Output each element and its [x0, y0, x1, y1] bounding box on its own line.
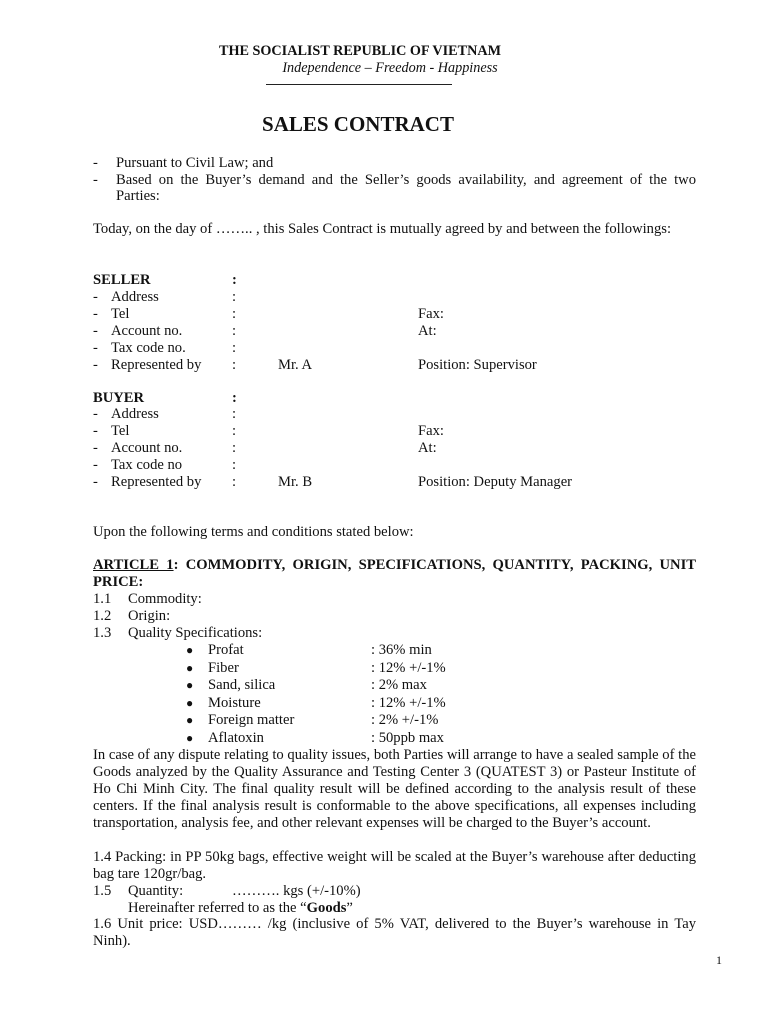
- buyer-row-extra: Fax:: [418, 423, 444, 439]
- preamble-dash-2: -: [93, 172, 98, 188]
- seller-row-dash: -: [93, 340, 98, 356]
- bullet-icon: ●: [186, 678, 194, 692]
- buyer-heading-colon: :: [232, 390, 237, 406]
- spec-value: : 12% +/-1%: [371, 659, 446, 676]
- item-1-2-number: 1.2: [93, 608, 112, 624]
- bullet-icon: ●: [186, 643, 194, 657]
- country-header: THE SOCIALIST REPUBLIC OF VIETNAM: [219, 43, 501, 59]
- buyer-row-colon: :: [232, 440, 237, 456]
- buyer-row-label: Tel: [111, 423, 130, 439]
- dispute-paragraph: In case of any dispute relating to quality issues, both Parties will arrange to have a sealed sample of the Goods analyzed by the Quality Assurance and Testing Center 3 (QUATEST 3) or Pasteur Institute of Ho Chi Minh City. The final quality result will be defined according to the analysis result of these centers. If the final analysis result is conformable to the above specifications, all expenses including transportation, analysis fee, and other relevant expenses will be charged to the Buyer’s account.: [93, 747, 696, 831]
- spec-name: Foreign matter: [208, 712, 295, 728]
- buyer-row-colon: :: [232, 457, 237, 473]
- buyer-row-colon: :: [232, 474, 237, 490]
- item-1-1-number: 1.1: [93, 591, 112, 607]
- seller-row-dash: -: [93, 323, 98, 339]
- buyer-row-dash: -: [93, 474, 98, 490]
- item-1-3-number: 1.3: [93, 625, 112, 641]
- hereinafter-line: [128, 900, 353, 917]
- buyer-row-label: Represented by: [111, 474, 202, 490]
- item-1-5-value: ………. kgs (+/-10%): [232, 883, 361, 899]
- seller-row-value: Mr. A: [278, 357, 313, 373]
- spec-name: Profat: [208, 642, 244, 658]
- item-1-2-text: Origin:: [128, 608, 171, 624]
- bullet-icon: ●: [186, 713, 194, 727]
- article-1-title: : COMMODITY, ORIGIN, SPECIFICATIONS, QUANTITY, PACKING, UNIT PRICE:: [93, 557, 696, 590]
- buyer-heading: BUYER: [93, 390, 145, 406]
- spec-name: Moisture: [208, 694, 261, 711]
- spec-name: Sand, silica: [208, 677, 276, 693]
- seller-row-colon: :: [232, 306, 237, 322]
- seller-row-label: Tax code no.: [111, 340, 186, 356]
- buyer-row-label: Account no.: [111, 440, 183, 456]
- buyer-row-label: Address: [111, 406, 159, 422]
- page-number: 1: [716, 953, 722, 967]
- spec-name: Aflatoxin: [208, 729, 264, 746]
- seller-row-colon: :: [232, 289, 237, 305]
- buyer-row-extra: At:: [418, 440, 437, 456]
- preamble-item-1: Pursuant to Civil Law; and: [116, 155, 274, 171]
- article-1-label: ARTICLE 1: [93, 557, 174, 573]
- seller-row-colon: :: [232, 340, 237, 356]
- header-divider: [266, 84, 452, 85]
- item-1-5-number: 1.5: [93, 883, 112, 899]
- buyer-row-dash: -: [93, 440, 98, 456]
- seller-row-dash: -: [93, 306, 98, 322]
- spec-value: : 2% +/-1%: [371, 712, 439, 728]
- spec-value: : 36% min: [371, 642, 432, 658]
- item-1-1-text: Commodity:: [128, 591, 202, 607]
- buyer-row-dash: -: [93, 457, 98, 473]
- article-1-heading: [93, 557, 696, 591]
- buyer-row-value: Mr. B: [278, 474, 313, 490]
- seller-heading: SELLER: [93, 272, 151, 288]
- buyer-row-extra: Position: Deputy Manager: [418, 474, 573, 490]
- hereinafter-post: ”: [346, 900, 353, 916]
- seller-row-label: Represented by: [111, 357, 202, 373]
- spec-value: : 50ppb max: [371, 729, 444, 746]
- spec-value: : 12% +/-1%: [371, 694, 446, 711]
- item-1-6-unit-price: 1.6 Unit price: USD……… /kg (inclusive of 5% VAT, delivered to the Buyer’s warehouse in Tay Ninh).: [93, 916, 696, 949]
- seller-row-dash: -: [93, 357, 98, 373]
- bullet-icon: ●: [186, 730, 194, 745]
- item-1-4-packing: 1.4 Packing: in PP 50kg bags, effective weight will be scaled at the Buyer’s warehouse after deducting bag tare 120gr/bag.: [93, 849, 696, 882]
- buyer-row-colon: :: [232, 406, 237, 422]
- hereinafter-pre: Hereinafter referred to as the “: [128, 900, 307, 916]
- buyer-row-colon: :: [232, 423, 237, 439]
- seller-row-extra: Fax:: [418, 306, 444, 322]
- motto-header: Independence – Freedom - Happiness: [282, 60, 498, 76]
- preamble-item-2-line1: Based on the Buyer’s demand and the Seller’s goods availability, and agreement of the two: [116, 172, 696, 188]
- document-title: SALES CONTRACT: [262, 112, 454, 136]
- spec-value: : 2% max: [371, 677, 427, 693]
- seller-row-dash: -: [93, 289, 98, 305]
- seller-row-colon: :: [232, 323, 237, 339]
- seller-row-label: Address: [111, 289, 159, 305]
- bullet-icon: ●: [186, 660, 194, 675]
- bullet-icon: ●: [186, 695, 194, 710]
- item-1-3-text: Quality Specifications:: [128, 625, 263, 641]
- buyer-row-dash: -: [93, 423, 98, 439]
- seller-row-label: Tel: [111, 306, 130, 322]
- today-paragraph: Today, on the day of …….. , this Sales Contract is mutually agreed by and between the followings:: [93, 221, 672, 237]
- preamble-dash-1: -: [93, 155, 98, 171]
- spec-name: Fiber: [208, 659, 239, 676]
- item-1-5-label: Quantity:: [128, 883, 184, 899]
- seller-row-label: Account no.: [111, 323, 183, 339]
- seller-row-colon: :: [232, 357, 237, 373]
- buyer-row-label: Tax code no: [111, 457, 183, 473]
- seller-heading-colon: :: [232, 272, 237, 288]
- buyer-row-dash: -: [93, 406, 98, 422]
- terms-intro: Upon the following terms and conditions stated below:: [93, 524, 414, 540]
- goods-term: Goods: [306, 900, 347, 916]
- seller-row-extra: Position: Supervisor: [418, 357, 537, 373]
- seller-row-extra: At:: [418, 323, 437, 339]
- preamble-item-2-line2: Parties:: [116, 188, 160, 204]
